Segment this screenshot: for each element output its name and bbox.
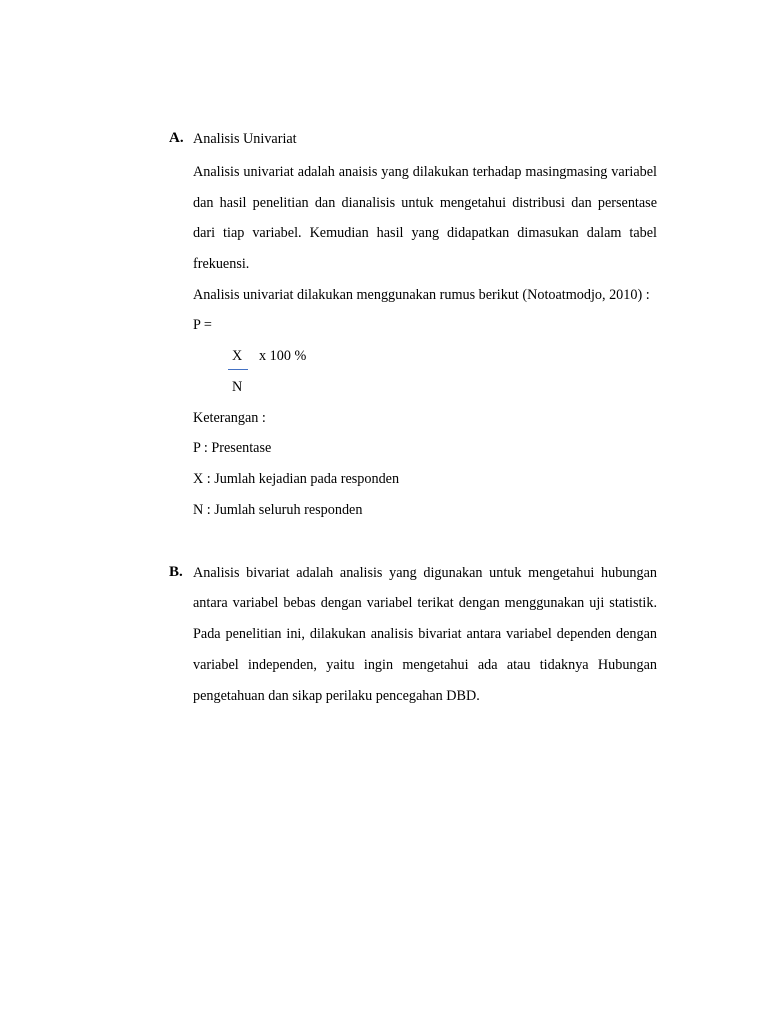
section-b-marker: B. <box>169 564 183 580</box>
paragraph-line: dari tiap variabel. Kemudian hasil yang didapatkan dimasukan dalam tabel <box>193 225 657 241</box>
legend-item: X : Jumlah kejadian pada responden <box>193 471 400 487</box>
formula-numerator: X <box>232 348 243 364</box>
paragraph-line: variabel independen, yaitu ingin mengetahui ada atau tidaknya Hubungan <box>193 657 657 673</box>
section-a-marker: A. <box>169 130 184 146</box>
paragraph-line: frekuensi. <box>193 256 250 272</box>
formula-intro: Analisis univariat dilakukan menggunakan rumus berikut (Notoatmodjo, 2010) : <box>193 287 650 303</box>
section-a-heading: Analisis Univariat <box>193 131 297 147</box>
paragraph-line: Analisis bivariat adalah analisis yang digunakan untuk mengetahui hubungan <box>193 565 657 581</box>
paragraph-line: Analisis univariat adalah anaisis yang dilakukan terhadap masingmasing variabel <box>193 164 657 180</box>
fraction-bar <box>228 369 248 370</box>
formula-multiplier: x 100 % <box>259 348 307 364</box>
paragraph-line: pengetahuan dan sikap perilaku pencegahan DBD. <box>193 688 480 704</box>
paragraph-line: antara variabel bebas dengan variabel terikat dengan menggunakan uji statistik. <box>193 595 657 611</box>
formula-lhs: P = <box>193 317 212 333</box>
legend-item: N : Jumlah seluruh responden <box>193 502 363 518</box>
legend-item: P : Presentase <box>193 440 272 456</box>
paragraph-line: Pada penelitian ini, dilakukan analisis bivariat antara variabel dependen dengan <box>193 626 657 642</box>
paragraph-line: dan hasil penelitian dan dianalisis untuk mengetahui distribusi dan persentase <box>193 195 657 211</box>
formula-denominator: N <box>232 379 243 395</box>
legend-title: Keterangan : <box>193 410 266 426</box>
